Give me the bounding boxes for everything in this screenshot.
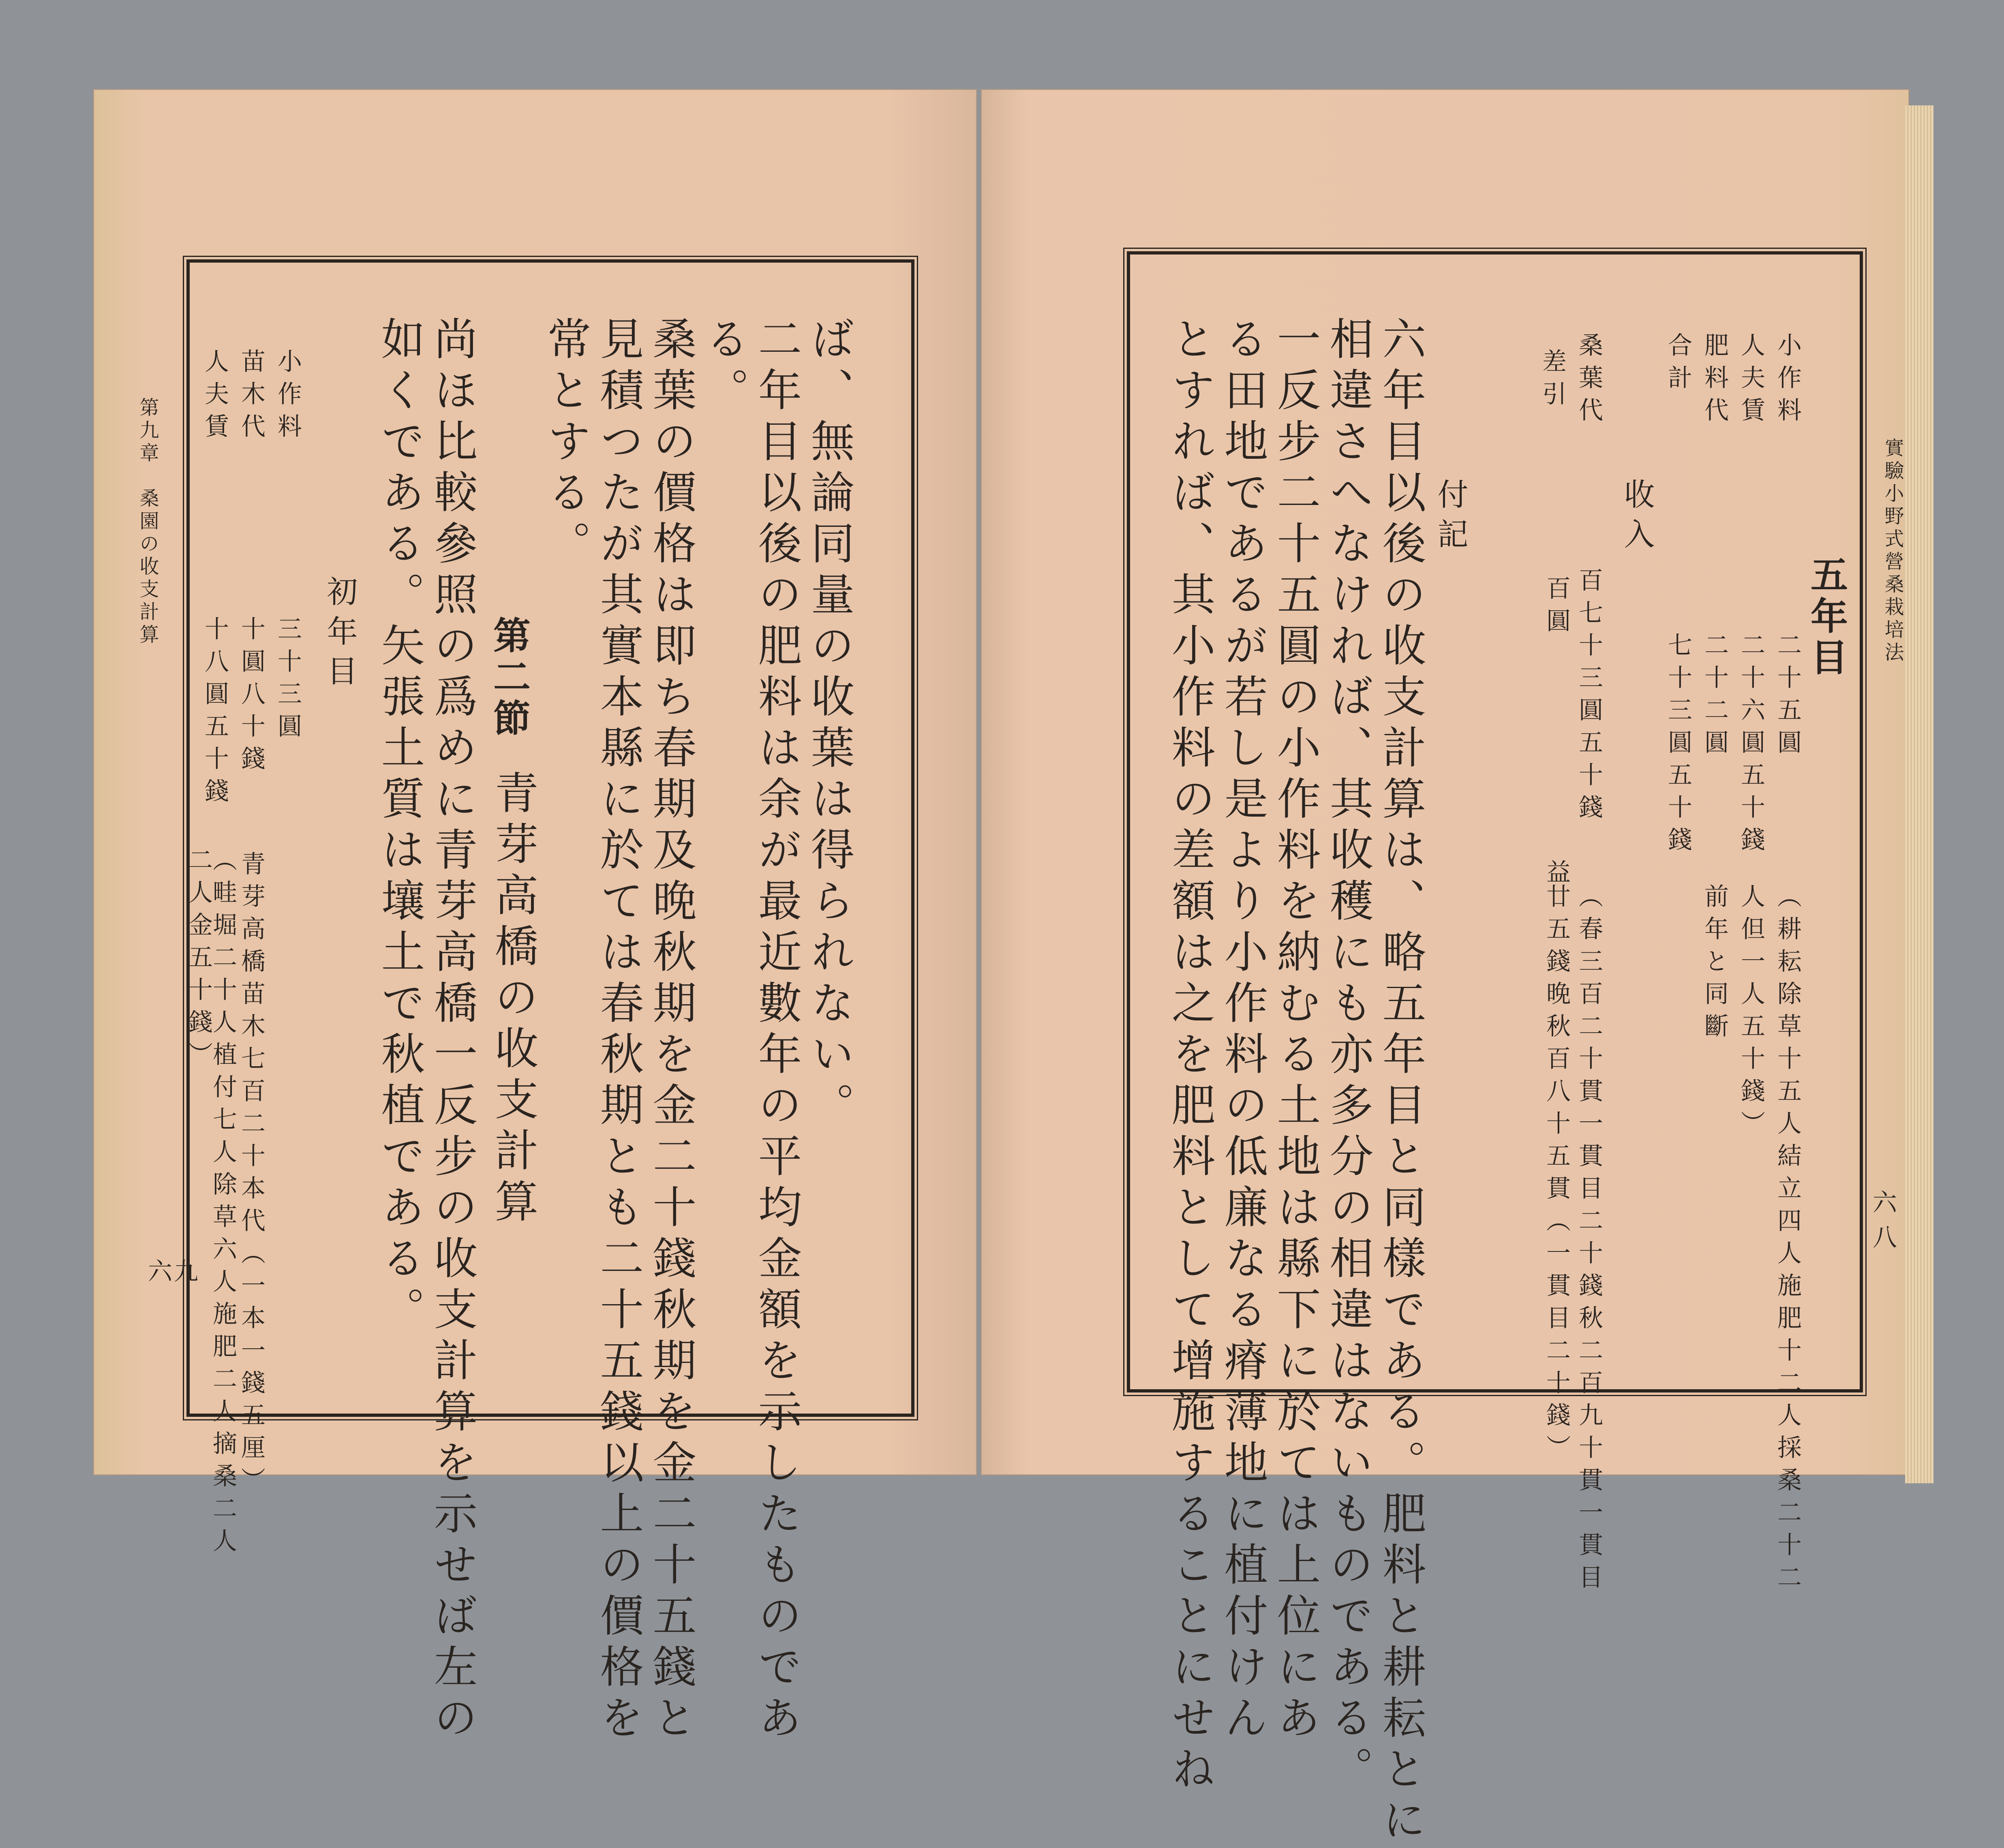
section-heading: 第二節 bbox=[487, 616, 531, 740]
r-row-2-note: 人但一人五十錢） bbox=[1737, 883, 1765, 1143]
left-page bbox=[93, 89, 977, 1746]
r-row-2-amount: 二十六圓五十錢 bbox=[1737, 632, 1765, 859]
r-row-4-label: 合計 bbox=[1664, 332, 1692, 397]
left-para-line-6: 常とする。 bbox=[540, 316, 591, 571]
right-page bbox=[981, 89, 1909, 1848]
right-para-line-4: る田地であるが若し是より小作料の低廉なる瘠薄地に植付けん bbox=[1217, 316, 1267, 1746]
row-3-amount: 十八圓五十錢 bbox=[201, 616, 229, 811]
row-2-note: 青芽高橋苗木七百二十本代（一本一錢五厘） bbox=[237, 851, 265, 1499]
row-2-label: 苗木代 bbox=[237, 349, 265, 446]
income-row-3-amount: 百圓 bbox=[1542, 575, 1571, 640]
right-para-line-2: 相違さへなければ、其收穫にも亦多分の相違はないものである。 bbox=[1322, 316, 1373, 1797]
page-number-left: 六九 bbox=[148, 1258, 200, 1286]
r-row-3-note: 前年と同斷 bbox=[1700, 883, 1729, 1046]
page-edge bbox=[1905, 105, 1933, 1483]
r-row-2-label: 人夫賃 bbox=[1737, 332, 1765, 430]
book-spread bbox=[93, 81, 1925, 1848]
income-row-3-label: 差引 bbox=[1538, 349, 1567, 413]
r-row-3-label: 肥料代 bbox=[1700, 332, 1729, 430]
r-row-1-label: 小作料 bbox=[1773, 332, 1802, 430]
r-row-4-amount: 七十三圓五十錢 bbox=[1664, 632, 1692, 859]
row-1-label: 小作料 bbox=[274, 349, 302, 446]
income-row-1-label: 桑葉代 bbox=[1575, 332, 1603, 430]
row-3-note: （畦堀二十人植付七人除草六人施肥二人摘桑二人 bbox=[209, 847, 237, 1560]
book-header: 實驗小野式營桑栽培法 bbox=[1881, 438, 1904, 665]
income-row-3-note: 益 bbox=[1542, 859, 1571, 892]
income-row-1-amount: 百七十三圓五十錢 bbox=[1575, 567, 1603, 827]
left-para-line-1: ば、無論同量の收葉は得られない。 bbox=[803, 316, 854, 1133]
row-4-note: 二人金五十錢） bbox=[184, 847, 213, 1074]
income-title: 收入 bbox=[1619, 478, 1655, 558]
section-title: 青芽高橋の收支計算 bbox=[487, 770, 538, 1230]
income-row-1-note: （春三百二十貫一貫目二十錢秋二百九十貫一貫目 bbox=[1575, 883, 1603, 1597]
r-row-1-amount: 二十五圓 bbox=[1773, 632, 1802, 762]
row-3-label: 人夫賃 bbox=[201, 349, 229, 446]
right-para-line-3: 一反步二十五圓の小作料を納むる土地は縣下に於ては上位にあ bbox=[1270, 316, 1320, 1746]
intro-line-1: 尚ほ比較參照の爲めに青芽高橋一反步の收支計算を示せば左の bbox=[426, 316, 477, 1746]
page-number-right: 六八 bbox=[1873, 1189, 1899, 1252]
right-para-line-5: とすれば、其小作料の差額は之を肥料として增施することにせね bbox=[1164, 316, 1215, 1797]
year-five-title: 五年目 bbox=[1805, 555, 1848, 679]
left-para-line-3: る。 bbox=[698, 316, 749, 418]
note-title: 付記 bbox=[1432, 478, 1469, 558]
income-row-2-note: 廿五錢晚秋百八十五貫（一貫目二十錢） bbox=[1542, 883, 1571, 1467]
running-head: 第九章 桑園の收支計算 bbox=[136, 397, 159, 647]
row-2-amount: 十圓八十錢 bbox=[237, 616, 265, 778]
intro-line-2: 如くである。矢張土質は壤土で秋植である。 bbox=[374, 316, 424, 1337]
row-1-amount: 三十三圓 bbox=[274, 616, 302, 746]
left-para-line-2: 二年目以後の肥料は余が最近數年の平均金額を示したものであ bbox=[751, 316, 801, 1746]
left-para-line-4: 桑葉の價格は即ち春期及晚秋期を金二十錢秋期を金二十五錢と bbox=[645, 316, 696, 1746]
year-title: 初年目 bbox=[322, 575, 358, 695]
r-row-3-amount: 二十二圓 bbox=[1700, 632, 1729, 762]
right-para-line-1: 六年目以後の收支計算は、略五年目と同樣である。肥料と耕耘とに bbox=[1375, 316, 1426, 1848]
left-para-line-5: 見積つたが其實本縣に於ては春秋期とも二十五錢以上の價格を bbox=[593, 316, 643, 1746]
r-row-1-note: （耕耘除草十五人結立四人施肥十二人採桑二十二 bbox=[1773, 883, 1802, 1597]
